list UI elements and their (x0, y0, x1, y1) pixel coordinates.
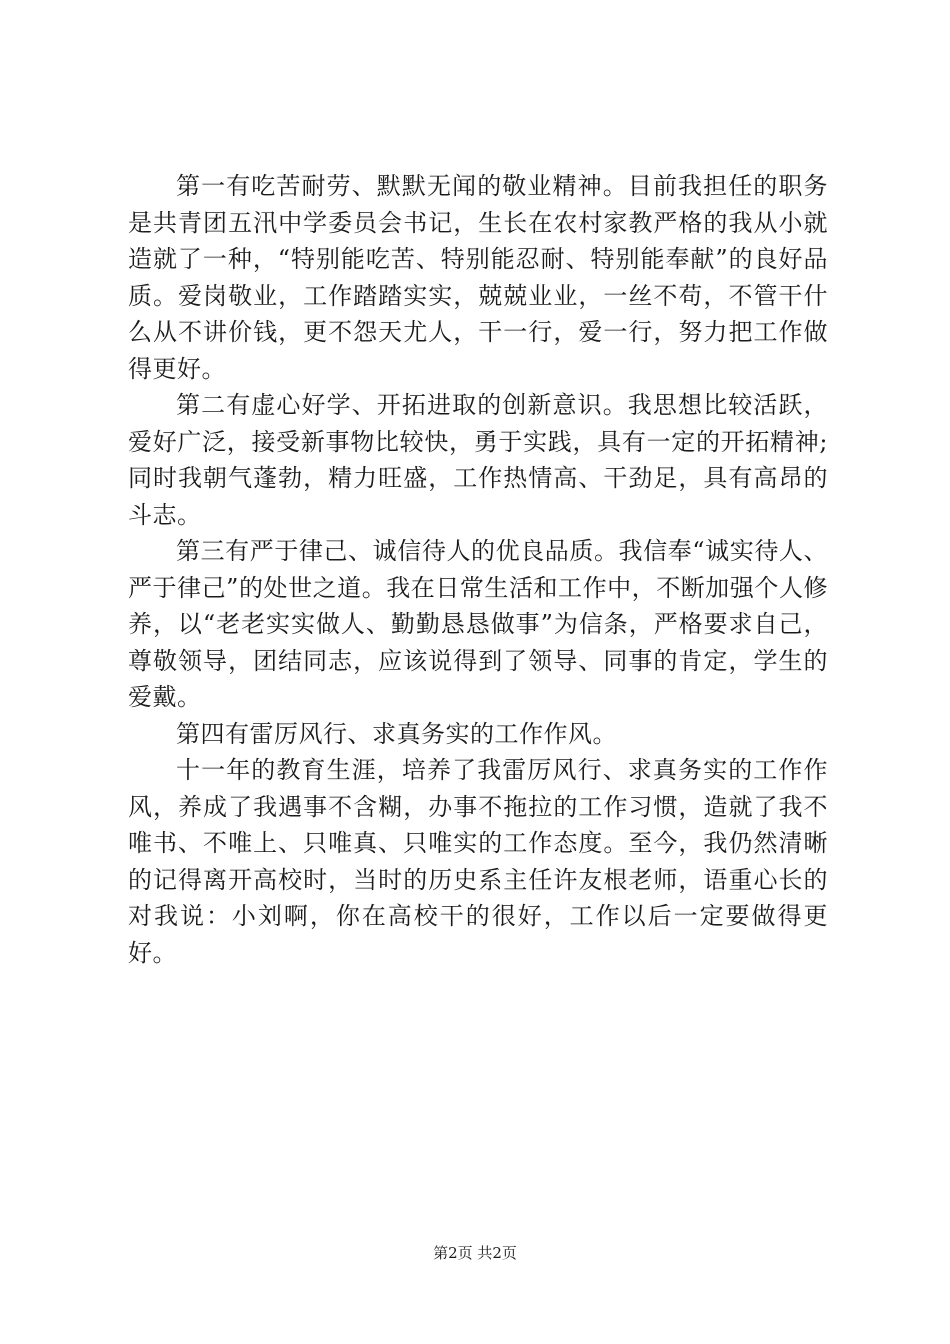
paragraph-5: 十一年的教育生涯，培养了我雷厉风行、求真务实的工作作风，养成了我遇事不含糊，办事不拖拉的工作习惯，造就了我不唯书、不唯上、只唯真、只唯实的工作态度。至今，我仍然清晰的记得离开高校时，当时的历史系主任许友根老师，语重心长的对我说：小刘啊，你在高校干的很好，工作以后一定要做得更好。 (128, 756, 828, 967)
paragraph-2: 第二有虚心好学、开拓进取的创新意识。我思想比较活跃，爱好广泛，接受新事物比较快，勇于实践，具有一定的开拓精神;同时我朝气蓬勃，精力旺盛，工作热情高、干劲足，具有高昂的斗志。 (128, 391, 828, 529)
document-body (128, 168, 828, 971)
paragraph-3: 第三有严于律己、诚信待人的优良品质。我信奉“诚实待人、严于律己”的处世之道。我在日常生活和工作中，不断加强个人修养，以“老老实实做人、勤勤恳恳做事”为信条，严格要求自己，尊敬领导，团结同志，应该说得到了领导、同事的肯定，学生的爱戴。 (128, 537, 828, 711)
paragraph-4: 第四有雷厉风行、求真务实的工作作风。 (176, 719, 617, 748)
page-footer: 第2页 共2页 (433, 1244, 517, 1262)
paragraph-1: 第一有吃苦耐劳、默默无闻的敬业精神。目前我担任的职务是共青团五汛中学委员会书记，生长在农村家教严格的我从小就造就了一种，“特别能吃苦、特别能忍耐、特别能奉献”的良好品质。爱岗敬业，工作踏踏实实，兢兢业业，一丝不苟，不管干什么从不讲价钱，更不怨天尤人，干一行，爱一行，努力把工作做得更好。 (128, 172, 828, 383)
